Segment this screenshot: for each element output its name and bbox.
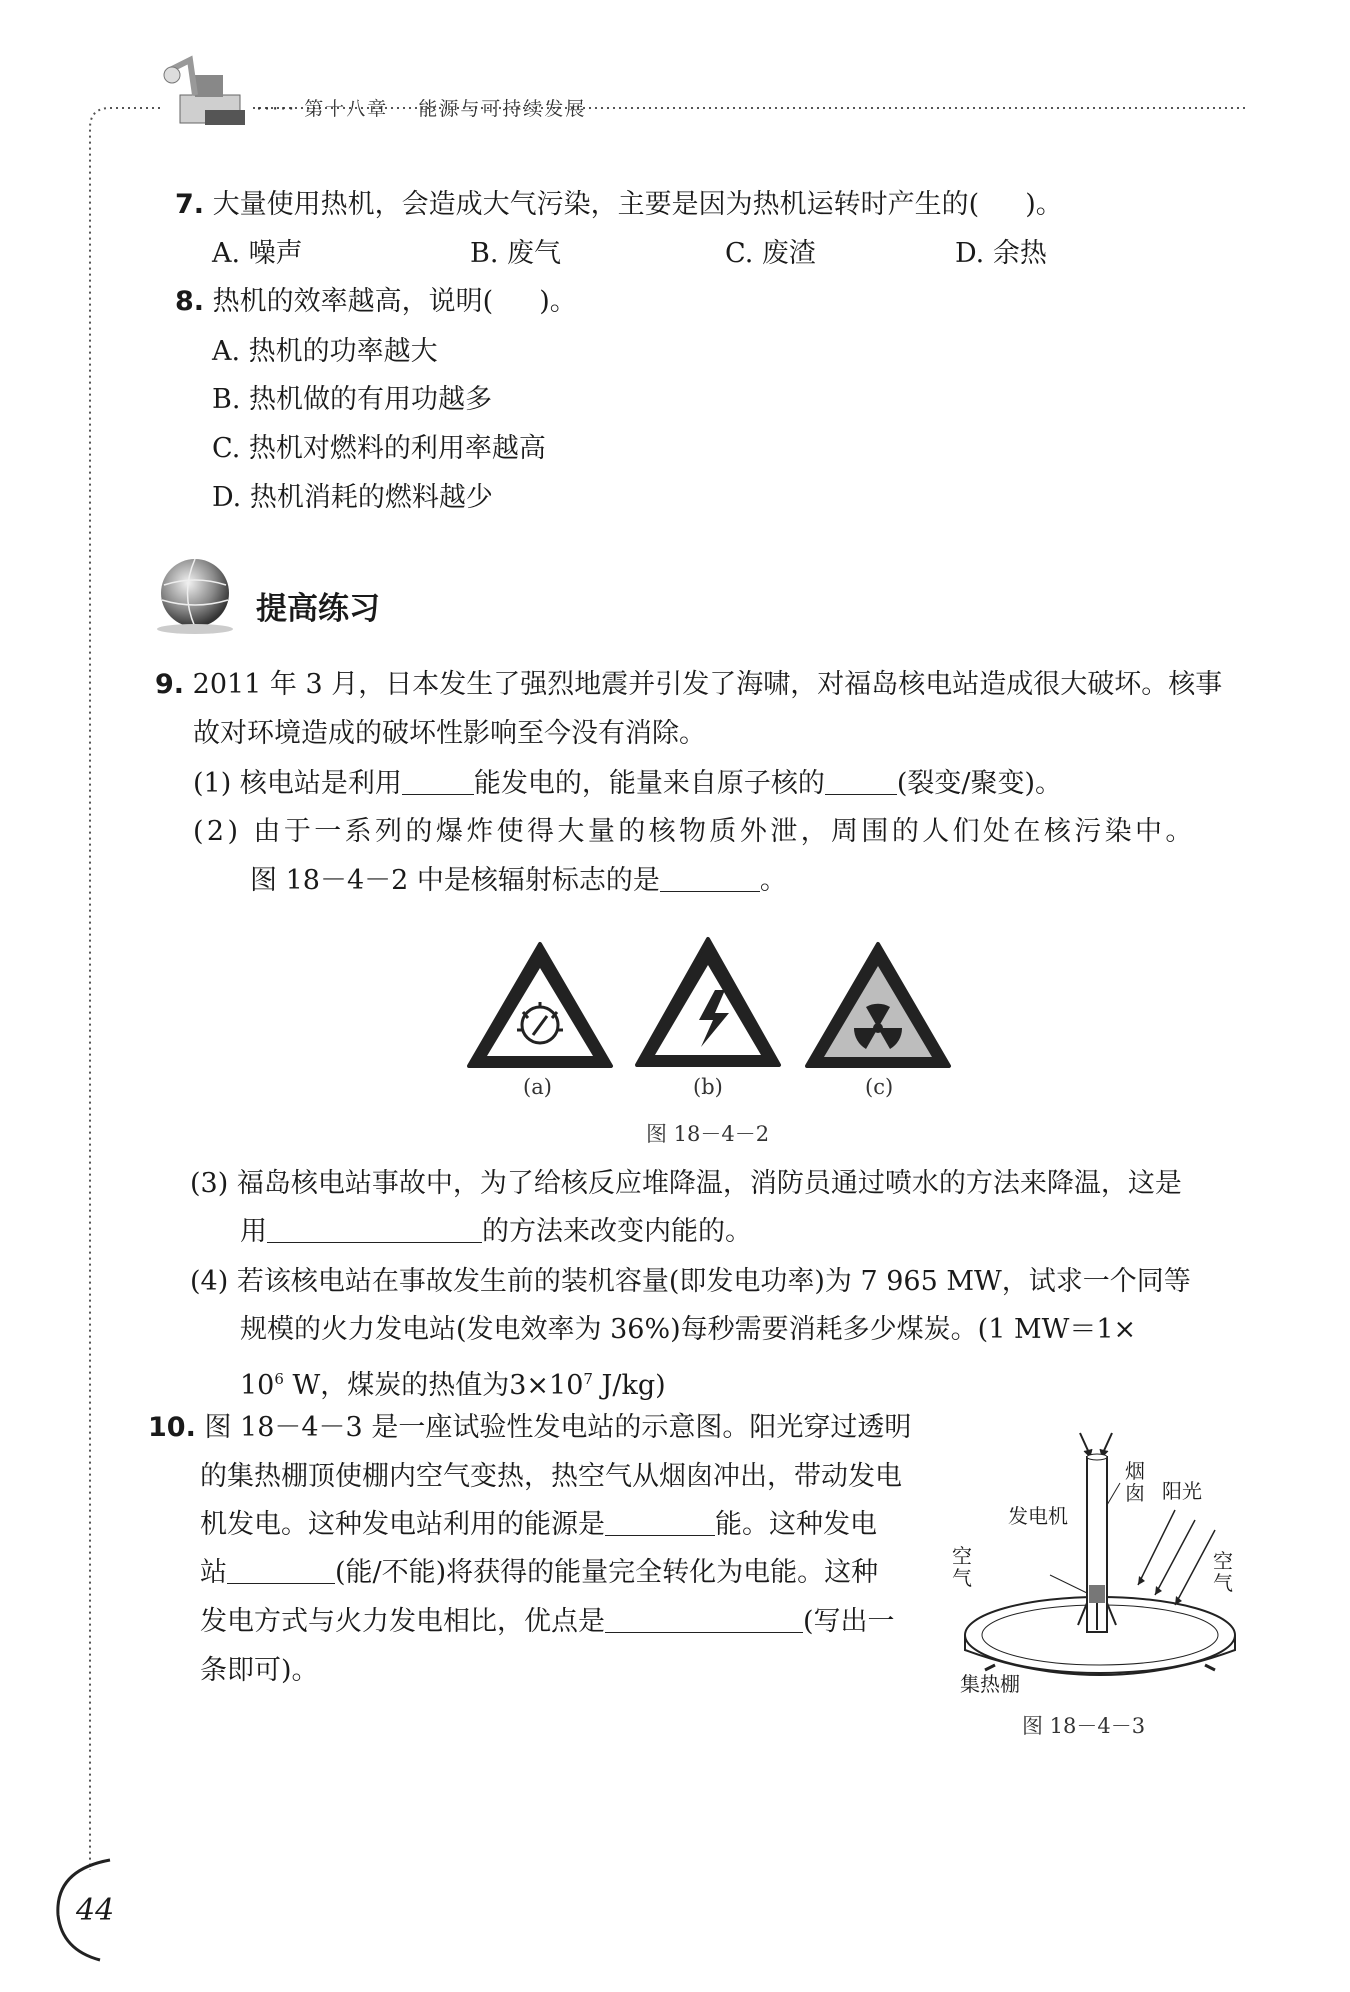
q7-option-b: B. 废气	[470, 238, 562, 269]
q8-option-a: A. 热机的功率越大	[212, 336, 438, 367]
q10-l5-text-a: 发电方式与火力发电相比，优点是	[200, 1606, 605, 1637]
q9-intro-line1	[155, 668, 1222, 702]
q9-part4-line2: 规模的火力发电站(发电效率为 36%)每秒需要消耗多少煤炭。(1 MW＝1×	[240, 1314, 1137, 1345]
collector-label: 集热棚	[960, 1672, 1020, 1696]
q9-part2-line1: (2) 由于一系列的爆炸使得大量的核物质外泄，周围的人们处在核污染中。	[193, 816, 1196, 847]
q10-line1	[148, 1411, 911, 1445]
solar-chimney-diagram	[950, 1425, 1250, 1685]
q10-line2: 的集热棚顶使棚内空气变热，热空气从烟囱冲出，带动发电	[200, 1461, 902, 1492]
q9-p3-text-c: 的方法来改变内能的。	[482, 1216, 752, 1247]
q10-l3-text-a: 机发电。这种发电站利用的能源是	[200, 1509, 605, 1540]
q9-part2-line2	[250, 864, 787, 898]
q9-p1-text-b: 能发电的，能量来自原子核的	[473, 768, 825, 799]
q7-option-d: D. 余热	[955, 238, 1047, 269]
air-right-label: 空气	[1213, 1549, 1233, 1595]
electric-hazard-sign-b-icon	[633, 935, 783, 1070]
figure-label-b: (b)	[693, 1075, 723, 1099]
header-chapter: 第十八章	[304, 98, 389, 120]
q8-stem-end: )。	[539, 286, 577, 317]
q9-p1-blank-2[interactable]	[825, 768, 897, 795]
q9-part1	[193, 767, 1062, 801]
q9-p1-text-c: (裂变/聚变)。	[896, 768, 1062, 799]
chapter-header	[256, 94, 586, 121]
figure-label-c: (c)	[865, 1075, 894, 1099]
q9-part4-line1: (4) 若该核电站在事故发生前的装机容量(即发电功率)为 7 965 MW，试求一个同等	[190, 1266, 1191, 1297]
q9-p2-text-c: 。	[759, 865, 787, 896]
globe-icon	[150, 555, 240, 635]
q8-option-d: D. 热机消耗的燃料越少	[212, 482, 493, 513]
q9-number: 9.	[155, 669, 185, 700]
q9-p3-text-b: 用	[240, 1216, 267, 1247]
figure-label-a: (a)	[523, 1075, 552, 1099]
q10-line6: 条即可)。	[200, 1655, 319, 1686]
q9-p4-sup-1: 6	[274, 1370, 284, 1388]
q10-number: 10.	[148, 1412, 196, 1443]
q10-l4-text-a: 站	[200, 1557, 227, 1588]
header-title: 能源与可持续发展	[418, 98, 587, 120]
q9-part4-line3	[240, 1362, 666, 1403]
figure-18-4-3-caption: 图 18－4－3	[1022, 1714, 1146, 1738]
q9-intro-line2: 故对环境造成的破坏性影响至今没有消除。	[193, 718, 706, 749]
q9-intro1: 2011 年 3 月，日本发生了强烈地震并引发了海啸，对福岛核电站造成很大破坏。核事	[192, 669, 1223, 700]
q10-line5	[200, 1605, 895, 1639]
radiation-sign-c-icon	[803, 940, 953, 1070]
q10-text-1: 图 18－4－3 是一座试验性发电站的示意图。阳光穿过透明	[204, 1412, 912, 1443]
air-left-label: 空气	[952, 1544, 972, 1590]
q10-blank-2[interactable]	[227, 1557, 335, 1584]
chimney-label: 烟囱	[1125, 1459, 1145, 1505]
page-number: 44	[76, 1893, 115, 1928]
q9-p3-blank[interactable]	[267, 1216, 482, 1243]
q10-l4-text-b: (能/不能)将获得的能量完全转化为电能。这种	[335, 1557, 879, 1588]
section-title: 提高练习	[256, 591, 380, 627]
header-dots: ·····	[256, 98, 297, 120]
sunlight-label: 阳光	[1162, 1479, 1202, 1503]
q7-option-a: A. 噪声	[212, 238, 303, 269]
q8-stem: 热机的效率越高，说明(	[212, 286, 494, 317]
q8-option-c: C. 热机对燃料的利用率越高	[212, 433, 546, 464]
q10-line3	[200, 1508, 877, 1542]
q9-part3-line2	[240, 1215, 752, 1249]
chapter-logo-icon	[150, 55, 260, 135]
q7-number: 7.	[175, 189, 205, 220]
q7-stem-line	[175, 188, 1063, 222]
q9-p1-text-a: (1) 核电站是利用	[193, 768, 402, 799]
q9-p4-text-c3: J/kg)	[592, 1370, 666, 1401]
q10-blank-1[interactable]	[605, 1509, 715, 1536]
q9-p2-text-b: 图 18－4－2 中是核辐射标志的是	[250, 865, 660, 896]
q9-p4-sup-2: 7	[583, 1370, 593, 1388]
q7-stem: 大量使用热机，会造成大气污染，主要是因为热机运转时产生的(	[212, 189, 980, 220]
q8-stem-line	[175, 285, 577, 319]
q9-p2-blank[interactable]	[660, 865, 760, 892]
generator-label: 发电机	[1008, 1504, 1068, 1528]
q10-line4	[200, 1556, 878, 1590]
warning-sign-a-icon	[465, 940, 615, 1070]
q8-option-b: B. 热机做的有用功越多	[212, 384, 493, 415]
q10-blank-3[interactable]	[605, 1606, 803, 1633]
q9-p1-blank-1[interactable]	[402, 768, 474, 795]
q7-option-c: C. 废渣	[725, 238, 816, 269]
q7-stem-end: )。	[1025, 189, 1063, 220]
q10-l5-text-b: (写出一	[803, 1606, 895, 1637]
q8-number: 8.	[175, 286, 205, 317]
q9-part3-line1: (3) 福岛核电站事故中，为了给核反应堆降温，消防员通过喷水的方法来降温，这是	[190, 1168, 1182, 1199]
q10-l3-text-b: 能。这种发电	[715, 1509, 877, 1540]
q9-p4-text-c1: 10	[240, 1370, 275, 1401]
q9-p4-text-c2: W，煤炭的热值为3×10	[283, 1370, 584, 1401]
figure-18-4-2-caption: 图 18－4－2	[646, 1122, 770, 1146]
